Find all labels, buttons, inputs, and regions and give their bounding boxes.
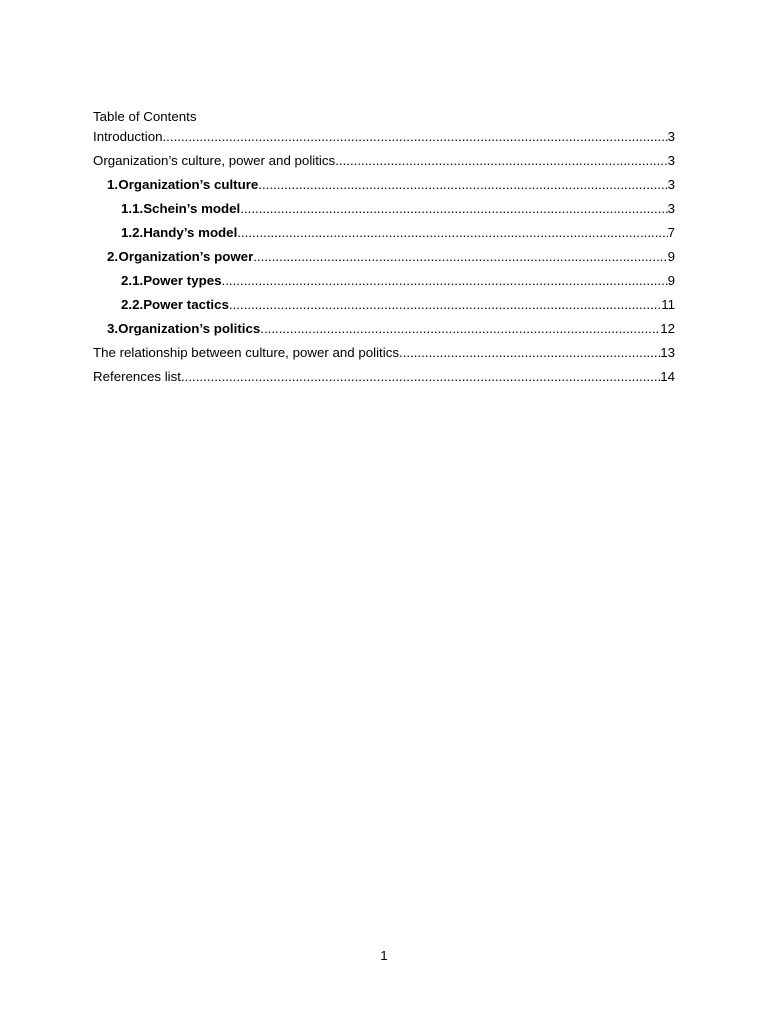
toc-entry-page: 7 bbox=[667, 225, 675, 240]
toc-entry-page: 13 bbox=[660, 345, 675, 360]
toc-title: Table of Contents bbox=[93, 109, 197, 124]
toc-entry-label: Power types bbox=[143, 273, 222, 288]
page-number: 1 bbox=[380, 948, 388, 963]
toc-entry-power-tactics[interactable] bbox=[93, 296, 675, 320]
toc-leader-dots bbox=[222, 272, 668, 290]
toc-entry-page: 3 bbox=[667, 201, 675, 216]
toc-entry-page: 9 bbox=[667, 249, 675, 264]
toc-entry-label: Handy’s model bbox=[143, 225, 238, 240]
toc-entry-number: 3. bbox=[107, 321, 119, 336]
toc-entry-label: Organization’s power bbox=[118, 249, 254, 264]
toc-entry-page: 3 bbox=[667, 153, 675, 168]
toc-leader-dots bbox=[181, 368, 660, 386]
toc-entry-number: 2.2. bbox=[121, 297, 144, 312]
toc-entry-page: 3 bbox=[667, 129, 675, 144]
toc-entry-number: 1.2. bbox=[121, 225, 144, 240]
toc-entry-label: Schein’s model bbox=[143, 201, 241, 216]
toc-entry-page: 14 bbox=[660, 369, 675, 384]
toc-entry-label: References list bbox=[93, 369, 181, 384]
toc-entry-page: 9 bbox=[667, 273, 675, 288]
toc-leader-dots bbox=[258, 176, 667, 194]
toc-entry-culture-power-politics[interactable] bbox=[93, 152, 675, 176]
toc-entry-handys-model[interactable] bbox=[93, 224, 675, 248]
toc-entry-introduction[interactable] bbox=[93, 128, 675, 152]
toc-entry-page: 3 bbox=[667, 177, 675, 192]
toc-entry-label: Power tactics bbox=[143, 297, 229, 312]
table-of-contents bbox=[93, 108, 675, 392]
toc-entry-page: 12 bbox=[660, 321, 675, 336]
toc-entry-organization-power[interactable] bbox=[93, 248, 675, 272]
toc-entry-scheins-model[interactable] bbox=[93, 200, 675, 224]
toc-entry-number: 2. bbox=[107, 249, 119, 264]
toc-leader-dots bbox=[229, 296, 661, 314]
toc-entry-number: 1. bbox=[107, 177, 119, 192]
toc-entry-power-types[interactable] bbox=[93, 272, 675, 296]
toc-leader-dots bbox=[399, 344, 660, 362]
toc-leader-dots bbox=[253, 248, 667, 266]
toc-entry-label: Introduction bbox=[93, 129, 163, 144]
toc-entry-page: 11 bbox=[661, 297, 675, 312]
toc-leader-dots bbox=[260, 320, 660, 338]
toc-leader-dots bbox=[237, 224, 667, 242]
toc-entry-relationship[interactable] bbox=[93, 344, 675, 368]
toc-entry-label: Organization’s politics bbox=[118, 321, 261, 336]
toc-entry-label: Organization’s culture, power and politics bbox=[93, 153, 336, 168]
toc-entry-number: 1.1. bbox=[121, 201, 144, 216]
toc-entry-number: 2.1. bbox=[121, 273, 144, 288]
toc-entry-organization-politics[interactable] bbox=[93, 320, 675, 344]
toc-entry-organization-culture[interactable] bbox=[93, 176, 675, 200]
toc-entry-label: Organization’s culture bbox=[118, 177, 259, 192]
toc-entry-label: The relationship between culture, power and politics bbox=[93, 345, 400, 360]
toc-entry-references-list[interactable] bbox=[93, 368, 675, 392]
toc-leader-dots bbox=[335, 152, 667, 170]
toc-leader-dots bbox=[162, 128, 667, 146]
toc-leader-dots bbox=[240, 200, 667, 218]
